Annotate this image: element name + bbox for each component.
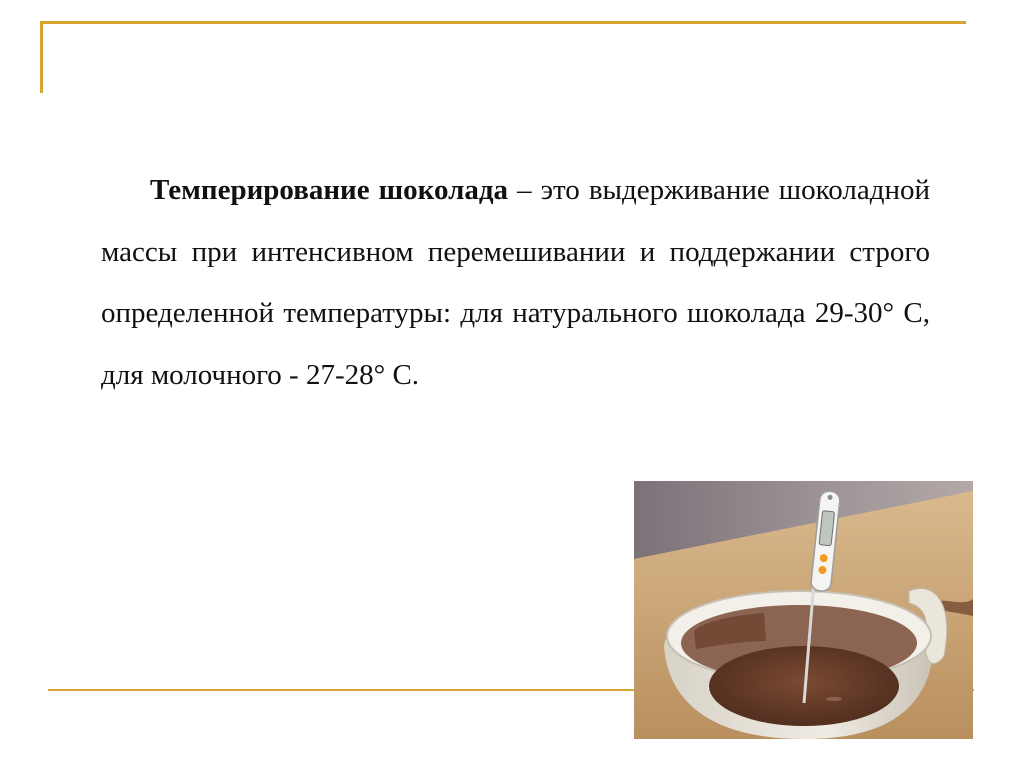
frame-line-top [40,21,966,24]
photo-illustration [634,481,973,739]
frame-line-left [40,21,43,93]
definition-paragraph [101,160,930,406]
definition-text: – это выдерживание шоколадной массы при интенсивном перемешивании и поддержании строго определенной температуры: для натурального шоколада 29-30° С, для молочного - 27-28° С. [101,174,930,391]
term-heading: Темперирование шоколада [150,174,509,206]
chocolate-thermometer-photo [634,481,973,739]
